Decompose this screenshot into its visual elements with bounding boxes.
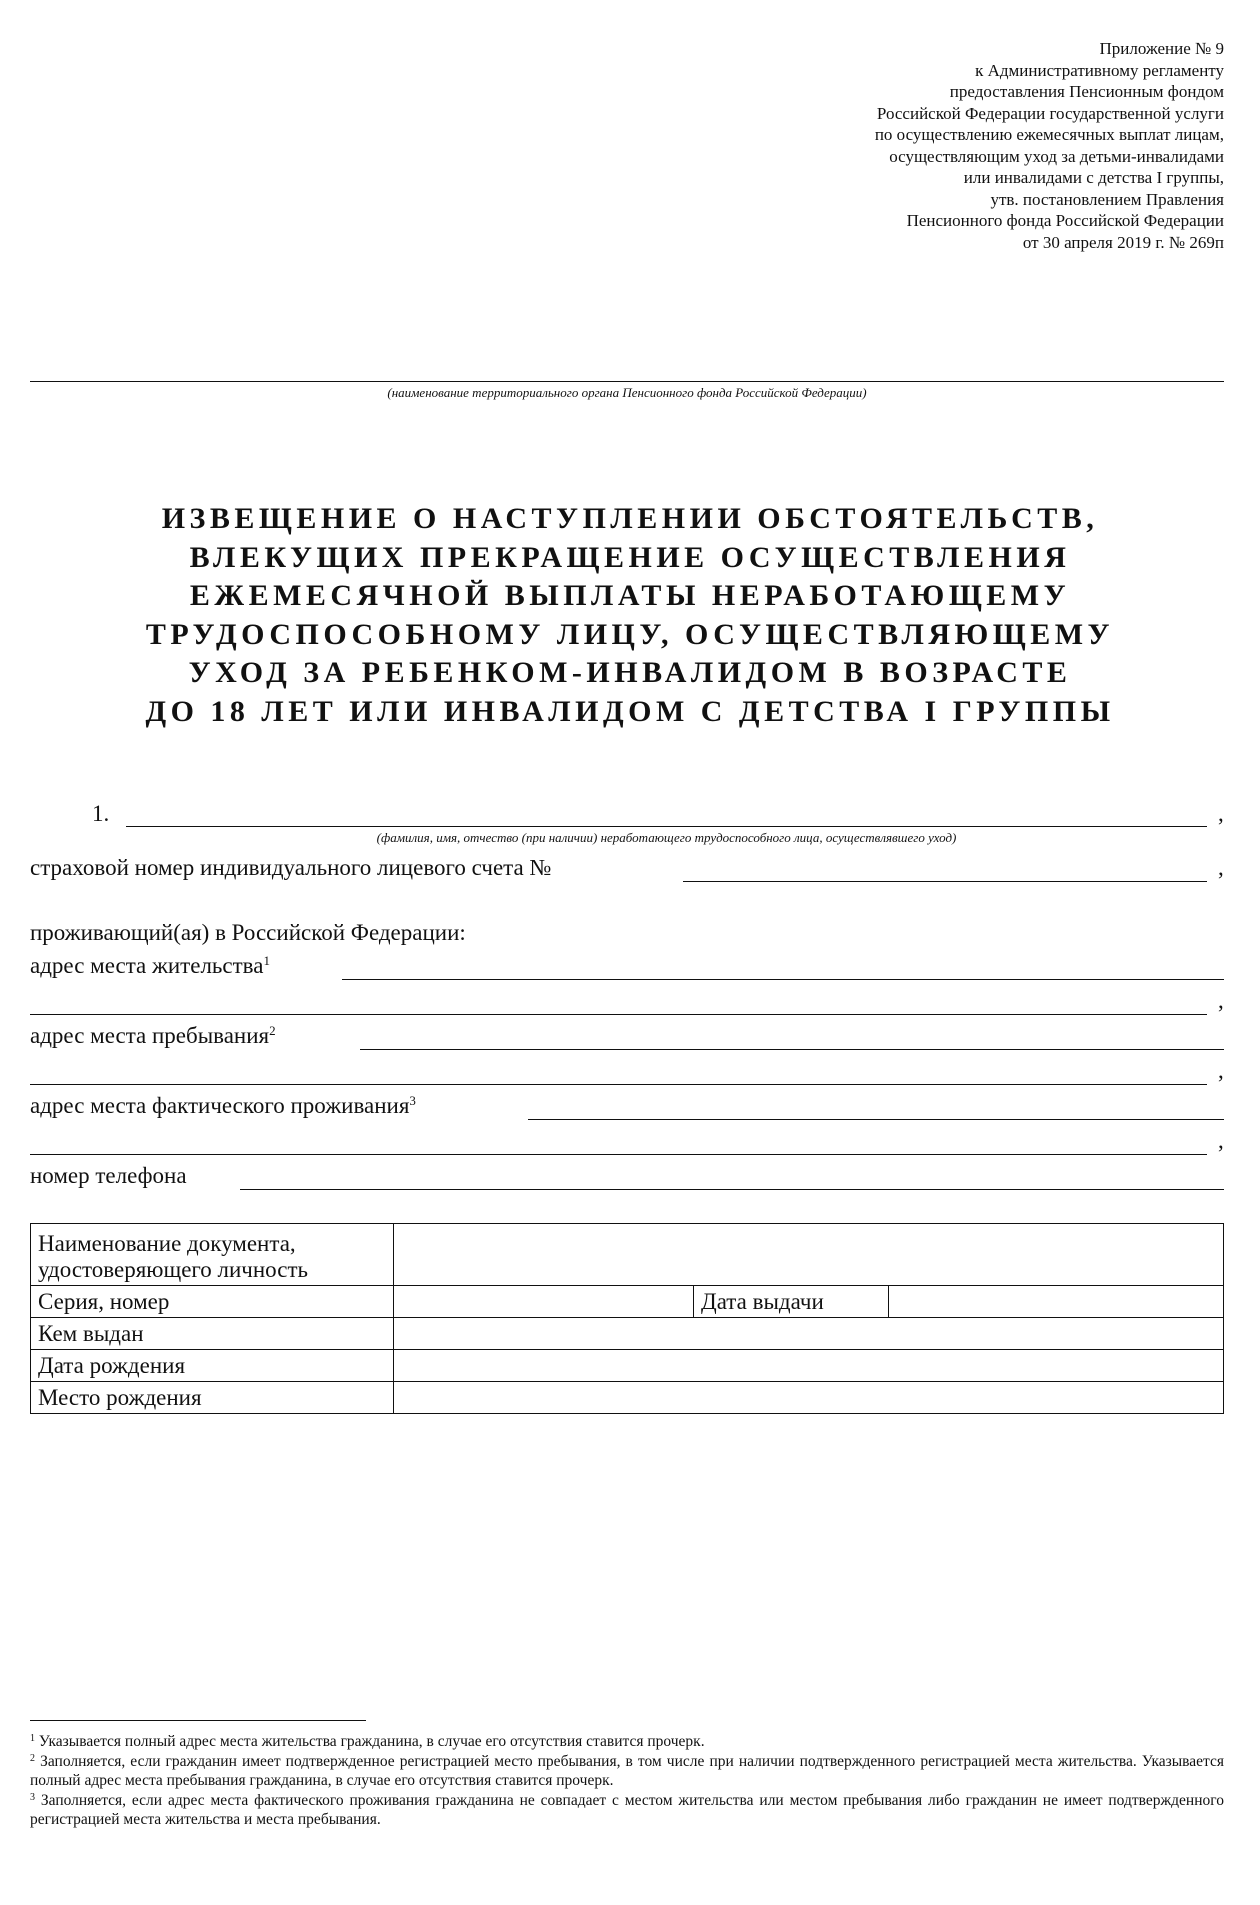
- appendix-line: Приложение № 9: [1099, 39, 1224, 58]
- org-name-caption: (наименование территориального органа Пенсионного фонда Российской Федерации): [387, 385, 867, 400]
- address-stay-field-2[interactable]: [30, 1084, 1207, 1085]
- issue-date-value[interactable]: [889, 1286, 1224, 1318]
- title-line: ИЗВЕЩЕНИЕ О НАСТУПЛЕНИИ ОБСТОЯТЕЛЬСТВ,: [161, 502, 1099, 535]
- title-line: УХОД ЗА РЕБЕНКОМ-ИНВАЛИДОМ В ВОЗРАСТЕ: [188, 656, 1072, 689]
- series-label: Серия, номер: [31, 1286, 394, 1318]
- address-stay-label: адрес места пребывания$^2$: [30, 1023, 276, 1048]
- appendix-line: по осуществлению ежемесячных выплат лицам,: [874, 125, 1224, 144]
- appendix-line: Российской Федерации государственной услуги: [876, 103, 1224, 123]
- table-row: [31, 1318, 1224, 1350]
- title-line: ЕЖЕМЕСЯЧНОЙ ВЫПЛАТЫ НЕРАБОТАЮЩЕМУ: [189, 579, 1071, 612]
- comma: ,: [1218, 988, 1224, 1013]
- footnote-ref: 3: [409, 1093, 416, 1108]
- address-actual-label: адрес места фактического проживания$^3$: [30, 1093, 416, 1118]
- table-row: [31, 1382, 1224, 1414]
- issue-date-label: Дата выдачи: [694, 1286, 889, 1318]
- birth-date-value[interactable]: [394, 1350, 1224, 1382]
- footnote-divider: [30, 1720, 366, 1721]
- table-row: [31, 1224, 1224, 1286]
- comma: ,: [1218, 1058, 1224, 1083]
- appendix-line: осуществляющим уход за детьми-инвалидами: [889, 146, 1224, 166]
- phone-field[interactable]: [240, 1189, 1224, 1190]
- issued-by-label: Кем выдан: [31, 1318, 394, 1350]
- birth-date-label: Дата рождения: [31, 1350, 394, 1382]
- id-document-table: [30, 1223, 1224, 1414]
- appendix-line: Пенсионного фонда Российской Федерации: [906, 211, 1224, 230]
- doc-name-label: Наименование документа, удостоверяющего личность: [31, 1224, 394, 1286]
- full-name-caption: (фамилия, имя, отчество (при наличии) неработающего трудоспособного лица, осуществлявшего уход): [376, 830, 957, 845]
- document-title: [40, 500, 1220, 731]
- appendix-line: к Административному регламенту: [975, 60, 1224, 80]
- org-name-field[interactable]: [30, 381, 1224, 382]
- address-residence-field-2[interactable]: [30, 1014, 1207, 1015]
- snils-field[interactable]: [683, 881, 1207, 882]
- appendix-line: от 30 апреля 2019 г. № 269п: [1022, 232, 1224, 252]
- title-line: ВЛЕКУЩИХ ПРЕКРАЩЕНИЕ ОСУЩЕСТВЛЕНИЯ: [189, 540, 1071, 574]
- birth-place-label: Место рождения: [31, 1382, 394, 1414]
- snils-label: страховой номер индивидуального лицевого счета №: [30, 855, 552, 880]
- birth-place-value[interactable]: [394, 1382, 1224, 1414]
- title-line: ТРУДОСПОСОБНОМУ ЛИЦУ, ОСУЩЕСТВЛЯЮЩЕМУ: [145, 617, 1115, 651]
- footnote-3: $^3$ Заполняется, если адрес места фактического проживания гражданина не совпадает с местом жительства или местом пребывания либо гражданин не имеет подтвержденного регистрацией места жительства и места пребывания.: [30, 1791, 1224, 1828]
- series-value[interactable]: [394, 1286, 694, 1318]
- comma: ,: [1218, 1128, 1224, 1153]
- comma: ,: [1218, 801, 1224, 826]
- table-row: [31, 1350, 1224, 1382]
- issued-by-value[interactable]: [394, 1318, 1224, 1350]
- appendix-line: предоставления Пенсионным фондом: [949, 82, 1224, 101]
- address-actual-field[interactable]: [528, 1119, 1224, 1120]
- item-number: 1.: [92, 801, 110, 826]
- residing-label: проживающий(ая) в Российской Федерации:: [30, 920, 466, 945]
- footnote-ref: 2: [269, 1023, 276, 1038]
- footnote-2: $^2$ Заполняется, если гражданин имеет подтвержденное регистрацией место пребывания, в том числе при наличии подтвержденного регистрацией места жительства. Указывается полный адрес места пребывания гражданина, в случае его отсутствия ставится прочерк.: [30, 1752, 1225, 1789]
- address-actual-field-2[interactable]: [30, 1154, 1207, 1155]
- doc-name-value[interactable]: [394, 1224, 1224, 1286]
- footnote-ref: 1: [263, 953, 270, 968]
- appendix-line: или инвалидами с детства I группы,: [963, 168, 1224, 187]
- footnotes: [30, 1732, 1224, 1830]
- comma: ,: [1218, 855, 1224, 880]
- phone-label: номер телефона: [30, 1163, 187, 1188]
- appendix-header: [584, 38, 1224, 253]
- address-residence-field[interactable]: [342, 979, 1224, 980]
- full-name-field[interactable]: [126, 826, 1207, 827]
- table-row: [31, 1286, 1224, 1318]
- footnote-1: $^1$ Указывается полный адрес места жительства гражданина, в случае его отсутствия ставится прочерк.: [30, 1733, 705, 1750]
- address-stay-field[interactable]: [360, 1049, 1224, 1050]
- title-line: ДО 18 ЛЕТ ИЛИ ИНВАЛИДОМ С ДЕТСТВА I ГРУППЫ: [145, 694, 1115, 728]
- address-residence-label: адрес места жительства$^1$: [30, 953, 270, 978]
- appendix-line: утв. постановлением Правления: [990, 189, 1224, 209]
